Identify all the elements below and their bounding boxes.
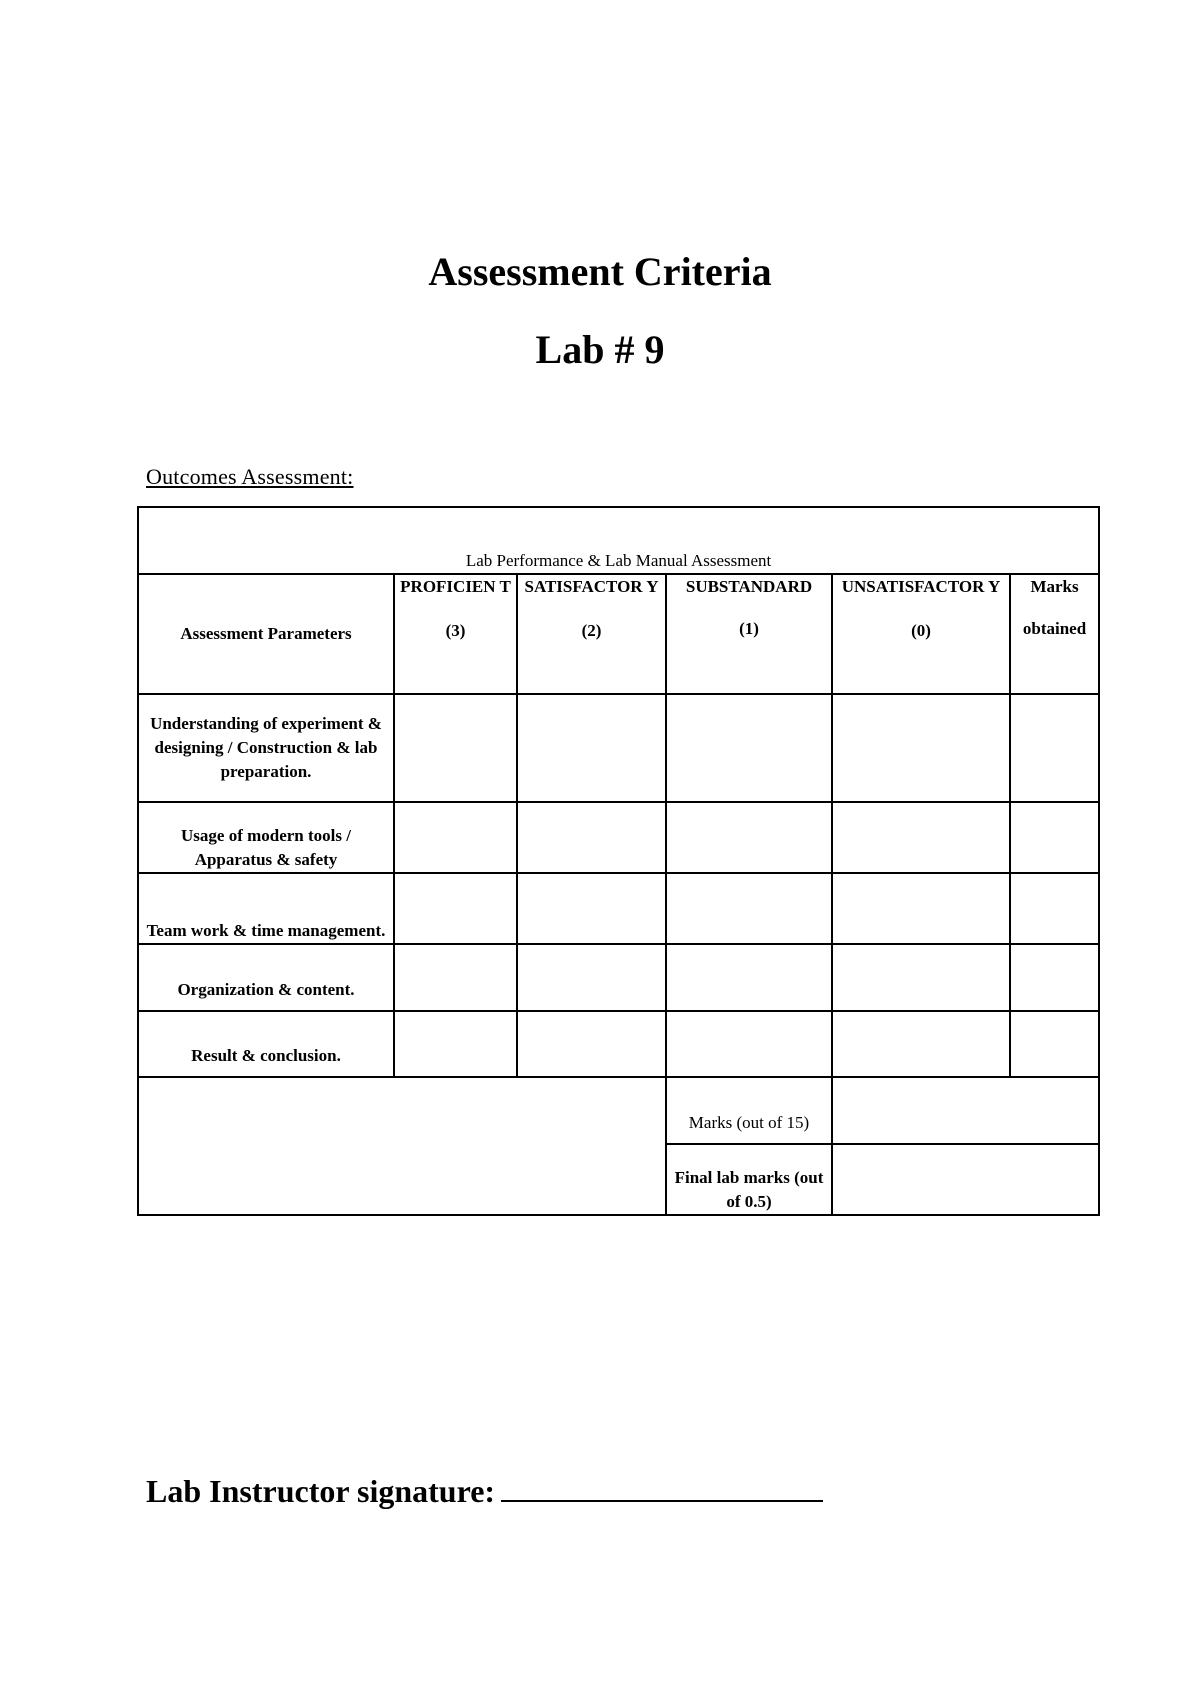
total-row xyxy=(138,1077,1099,1144)
score-cell[interactable] xyxy=(666,1011,832,1077)
table-row xyxy=(138,694,1099,802)
assessment-table xyxy=(137,506,1100,1216)
table-caption: Lab Performance & Lab Manual Assessment xyxy=(138,507,1099,574)
score-cell[interactable] xyxy=(832,802,1010,873)
marks-obtained-header xyxy=(1010,574,1099,694)
parameter-label: Usage of modern tools / Apparatus & safety xyxy=(138,802,394,873)
level-score: (0) xyxy=(911,621,931,640)
score-cell[interactable] xyxy=(517,873,666,944)
table-row xyxy=(138,1011,1099,1077)
signature-line[interactable] xyxy=(501,1470,823,1502)
params-header: Assessment Parameters xyxy=(138,574,394,694)
marks-header-label-2: obtained xyxy=(1022,619,1087,638)
score-cell[interactable] xyxy=(666,944,832,1011)
level-name: SATISFACTOR Y xyxy=(524,577,659,596)
level-name: SUBSTANDARD xyxy=(685,577,813,596)
level-name: PROFICIEN T xyxy=(400,577,511,596)
level-header-substandard xyxy=(666,574,832,694)
score-cell[interactable] xyxy=(832,944,1010,1011)
score-cell[interactable] xyxy=(517,694,666,802)
marks-cell[interactable] xyxy=(1010,694,1099,802)
level-score: (3) xyxy=(445,621,466,640)
level-header-unsatisfactory xyxy=(832,574,1010,694)
score-cell[interactable] xyxy=(832,873,1010,944)
level-score: (1) xyxy=(739,619,759,638)
parameter-label: Organization & content. xyxy=(138,944,394,1011)
marks-cell[interactable] xyxy=(1010,1011,1099,1077)
level-score: (2) xyxy=(581,621,602,640)
score-cell[interactable] xyxy=(666,802,832,873)
total-marks-value[interactable] xyxy=(832,1077,1099,1144)
total-marks-label: Marks (out of 15) xyxy=(666,1077,832,1144)
marks-cell[interactable] xyxy=(1010,873,1099,944)
score-cell[interactable] xyxy=(394,802,517,873)
final-marks-label: Final lab marks (out of 0.5) xyxy=(666,1144,832,1215)
level-header-proficient xyxy=(394,574,517,694)
table-row xyxy=(138,873,1099,944)
parameter-label: Understanding of experiment & designing / Construction & lab preparation. xyxy=(138,694,394,802)
marks-header-label: Marks xyxy=(1030,577,1079,596)
score-cell[interactable] xyxy=(394,873,517,944)
score-cell[interactable] xyxy=(666,873,832,944)
section-label: Outcomes Assessment: xyxy=(146,464,354,489)
score-cell[interactable] xyxy=(666,694,832,802)
table-row xyxy=(138,944,1099,1011)
final-marks-value[interactable] xyxy=(832,1144,1099,1215)
level-header-satisfactory xyxy=(517,574,666,694)
score-cell[interactable] xyxy=(832,1011,1010,1077)
parameter-label: Result & conclusion. xyxy=(138,1011,394,1077)
document-title: Assessment Criteria xyxy=(428,249,772,294)
score-cell[interactable] xyxy=(832,694,1010,802)
score-cell[interactable] xyxy=(394,944,517,1011)
score-cell[interactable] xyxy=(517,944,666,1011)
marks-cell[interactable] xyxy=(1010,944,1099,1011)
score-cell[interactable] xyxy=(394,1011,517,1077)
table-row xyxy=(138,802,1099,873)
signature-block xyxy=(146,1470,823,1510)
lab-number: Lab # 9 xyxy=(535,327,665,372)
score-cell[interactable] xyxy=(517,1011,666,1077)
marks-cell[interactable] xyxy=(1010,802,1099,873)
level-name: UNSATISFACTOR Y xyxy=(841,577,1001,596)
blank-area xyxy=(138,1077,666,1215)
score-cell[interactable] xyxy=(517,802,666,873)
signature-label: Lab Instructor signature: xyxy=(146,1473,496,1509)
score-cell[interactable] xyxy=(394,694,517,802)
parameter-label: Team work & time management. xyxy=(138,873,394,944)
